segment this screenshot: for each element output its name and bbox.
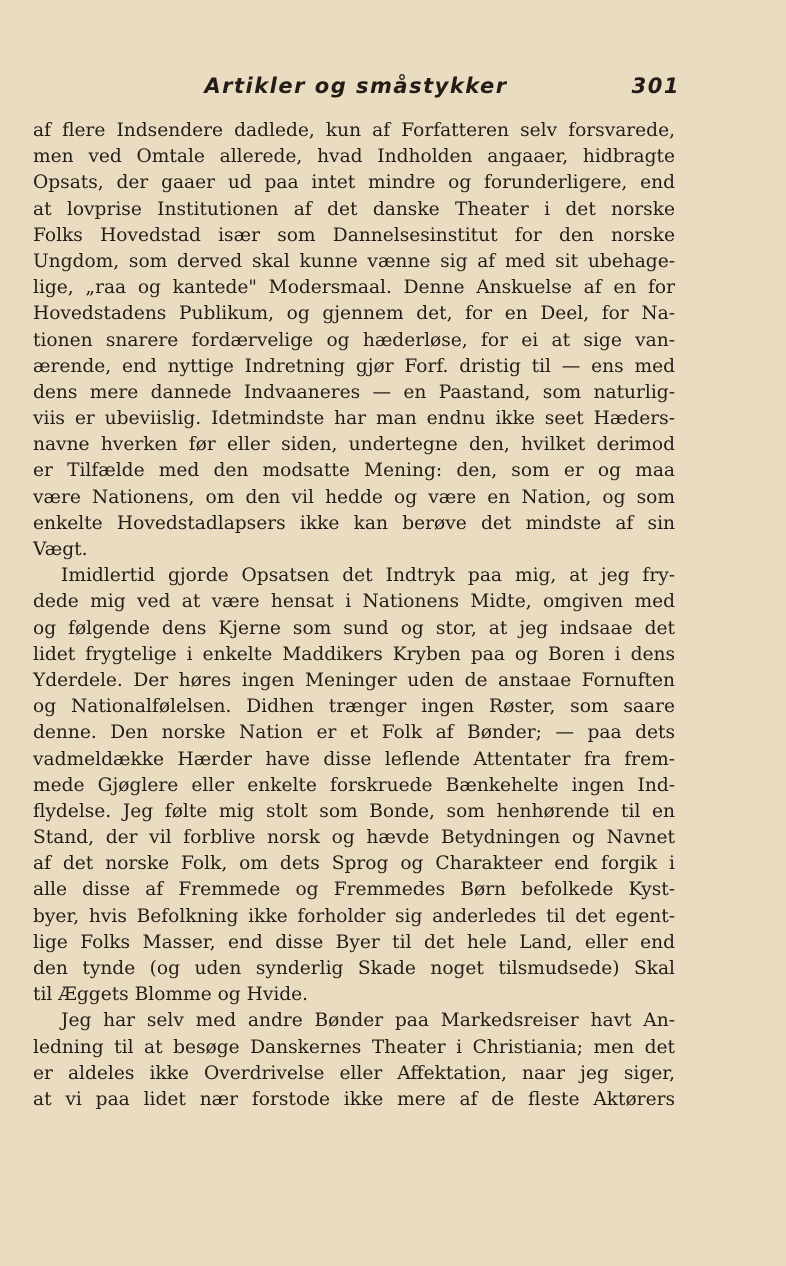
text-line: Opsats, der gaaer ud paa intet mindre og forunderligere, end — [33, 172, 675, 194]
text-line: lige, „raa og kantede" Modersmaal. Denne Anskuelse af en for — [33, 277, 675, 299]
text-line: lige Folks Masser, end disse Byer til det hele Land, eller end — [33, 931, 675, 953]
page-number: 301 — [631, 74, 680, 98]
text-line: dede mig ved at være hensat i Nationens Midte, omgiven med — [33, 591, 675, 613]
text-line: men ved Omtale allerede, hvad Indholden angaaer, hidbragte — [33, 146, 675, 168]
text-line: byer, hvis Befolkning ikke forholder sig anderledes til det egent- — [33, 905, 675, 927]
text-line: lidet frygtelige i enkelte Maddikers Kryben paa og Boren i dens — [33, 643, 675, 665]
text-line: enkelte Hovedstadlapsers ikke kan berøve det mindste af sin — [33, 512, 675, 534]
text-line: tionen snarere fordærvelige og hæderløse, for ei at sige van- — [33, 329, 675, 351]
running-title: Artikler og småstykker — [204, 74, 508, 98]
text-line: denne. Den norske Nation er et Folk af Bønder; — paa dets — [33, 722, 675, 744]
running-head — [32, 74, 680, 108]
text-line: af flere Indsendere dadlede, kun af Forfatteren selv forsvarede, — [33, 120, 675, 141]
text-line: Yderdele. Der høres ingen Meninger uden de anstaae Fornuften — [33, 669, 675, 691]
text-line: mede Gjøglere eller enkelte forskruede Bænkehelte ingen Ind- — [33, 774, 675, 796]
text-line: og Nationalfølelsen. Didhen trænger ingen Røster, som saare — [33, 696, 675, 718]
text-line: af det norske Folk, om dets Sprog og Charakteer end forgik i — [33, 853, 675, 875]
text-line: Folks Hovedstad især som Dannelsesinstitut for den norske — [33, 224, 675, 246]
text-line: er Tilfælde med den modsatte Mening: den, som er og maa — [33, 460, 675, 482]
paragraph-end-line: Vægt. — [33, 539, 88, 560]
text-line: navne hverken før eller siden, undertegne den, hvilket derimod — [33, 434, 675, 456]
text-line: Hovedstadens Publikum, og gjennem det, for en Deel, for Na- — [33, 303, 675, 325]
text-line: ærende, end nyttige Indretning gjør Forf. dristig til — ens med — [33, 355, 675, 377]
text-line: viis er ubeviislig. Idetmindste har man endnu ikke seet Hæders- — [33, 408, 675, 430]
text-line: være Nationens, om den vil hedde og være en Nation, og som — [33, 486, 675, 508]
paragraph-end-line: til Æggets Blomme og Hvide. — [33, 984, 309, 1006]
text-line: Stand, der vil forblive norsk og hævde Betydningen og Navnet — [33, 827, 675, 849]
paragraph-start-line: Imidlertid gjorde Opsatsen det Indtryk paa mig, at jeg fry- — [61, 565, 675, 587]
text-line: flydelse. Jeg følte mig stolt som Bonde, som henhørende til en — [33, 800, 675, 822]
text-line: at lovprise Institutionen af det danske Theater i det norske — [33, 198, 675, 220]
body-text — [33, 118, 675, 1113]
text-line: ledning til at besøge Danskernes Theater i Christiania; men det — [33, 1036, 675, 1058]
text-line: alle disse af Fremmede og Fremmedes Børn befolkede Kyst- — [33, 879, 675, 901]
text-line: at vi paa lidet nær forstode ikke mere af de fleste Aktørers — [33, 1088, 675, 1110]
paragraph-start-line: Jeg har selv med andre Bønder paa Markedsreiser havt An- — [61, 1010, 675, 1032]
text-line: og følgende dens Kjerne som sund og stor, at jeg indsaae det — [33, 617, 675, 639]
text-line: den tynde (og uden synderlig Skade noget tilsmudsede) Skal — [33, 958, 675, 979]
text-line: vadmeldække Hærder have disse leflende Attentater fra frem- — [33, 748, 675, 770]
text-line: er aldeles ikke Overdrivelse eller Affektation, naar jeg siger, — [33, 1062, 675, 1084]
text-line: dens mere dannede Indvaaneres — en Paastand, som naturlig- — [33, 381, 675, 403]
text-line: Ungdom, som derved skal kunne vænne sig af med sit ubehage- — [33, 250, 675, 272]
